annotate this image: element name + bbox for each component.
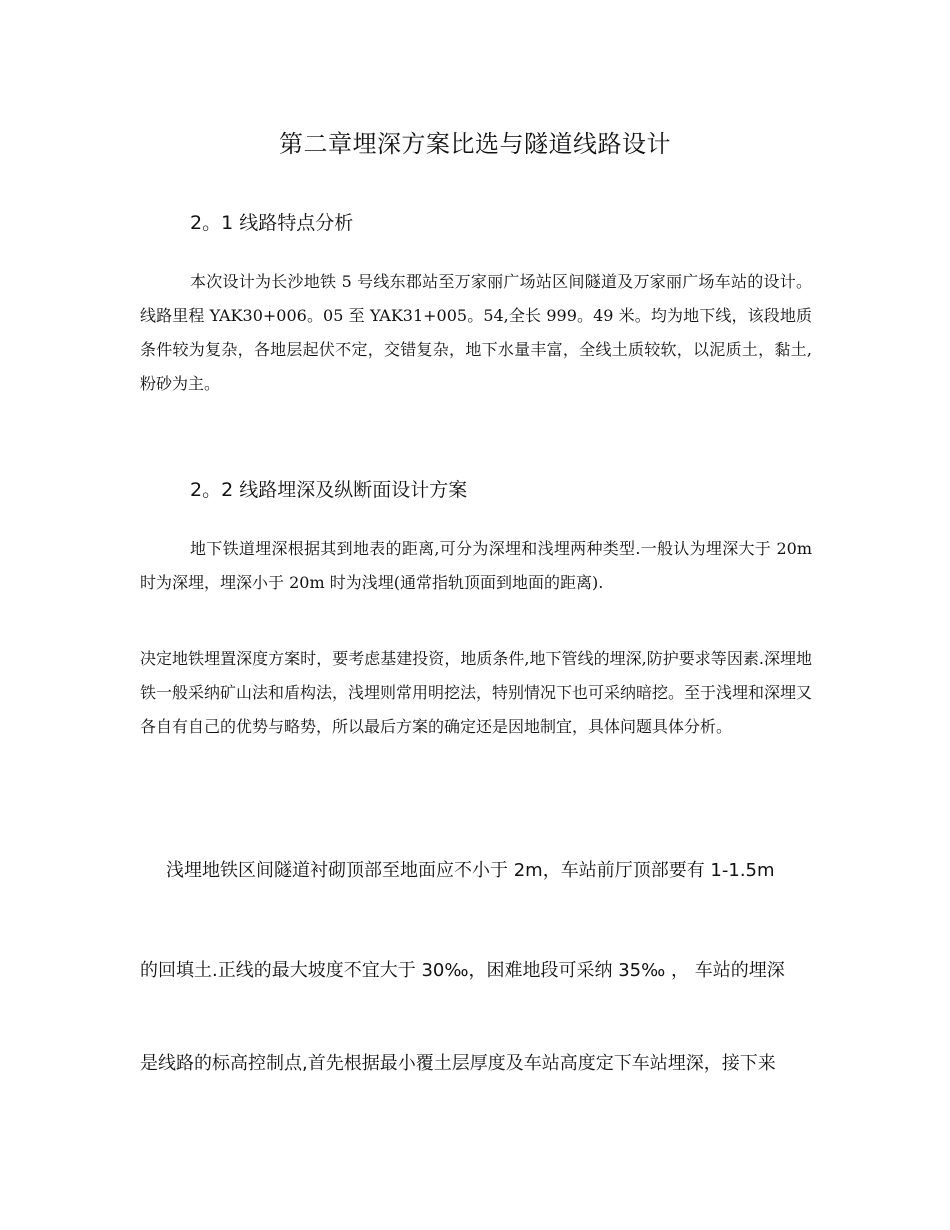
body-line-2: 的回填土.正线的最大坡度不宜大于 30‰，困难地段可采纳 35‰ ， 车站的埋深	[140, 960, 785, 981]
section-2-2-paragraph-2: 决定地铁埋置深度方案时，要考虑基建投资，地质条件,地下管线的埋深,防护要求等因素.深埋地铁一般采纳矿山法和盾构法，浅埋则常用明挖法，特别情况下也可采纳暗挖。至于浅埋和深埋又各自有自己的优势与略势，所以最后方案的确定还是因地制宜，具体问题具体分析。	[140, 649, 813, 736]
section-heading-2-1: 2。1 线路特点分析	[190, 212, 354, 234]
section-2-1-paragraph: 本次设计为长沙地铁 5 号线东郡站至万家丽广场站区间隧道及万家丽广场车站的设计。线路里程 YAK30+006。05 至 YAK31+005。54,全长 999。49 米。均为地下线，该段地质条件较为复杂，各地层起伏不定，交错复杂，地下水量丰富，全线土质较软，以泥质土，黏土,粉砂为主。	[140, 272, 812, 393]
chapter-title: 第二章埋深方案比选与隧道线路设计	[279, 130, 671, 158]
section-2-2-paragraph-1: 地下铁道埋深根据其到地表的距离,可分为深埋和浅埋两种类型.一般认为埋深大于 20m 时为深埋，埋深小于 20m 时为浅埋(通常指轨顶面到地面的距离).	[140, 539, 812, 592]
section-heading-2-2: 2。2 线路埋深及纵断面设计方案	[190, 479, 468, 501]
body-line-1: 浅埋地铁区间隧道衬砌顶部至地面应不小于 2m，车站前厅顶部要有 1-1.5m	[166, 860, 775, 881]
body-line-3: 是线路的标高控制点,首先根据最小覆土层厚度及车站高度定下车站埋深，接下来	[140, 1053, 776, 1074]
